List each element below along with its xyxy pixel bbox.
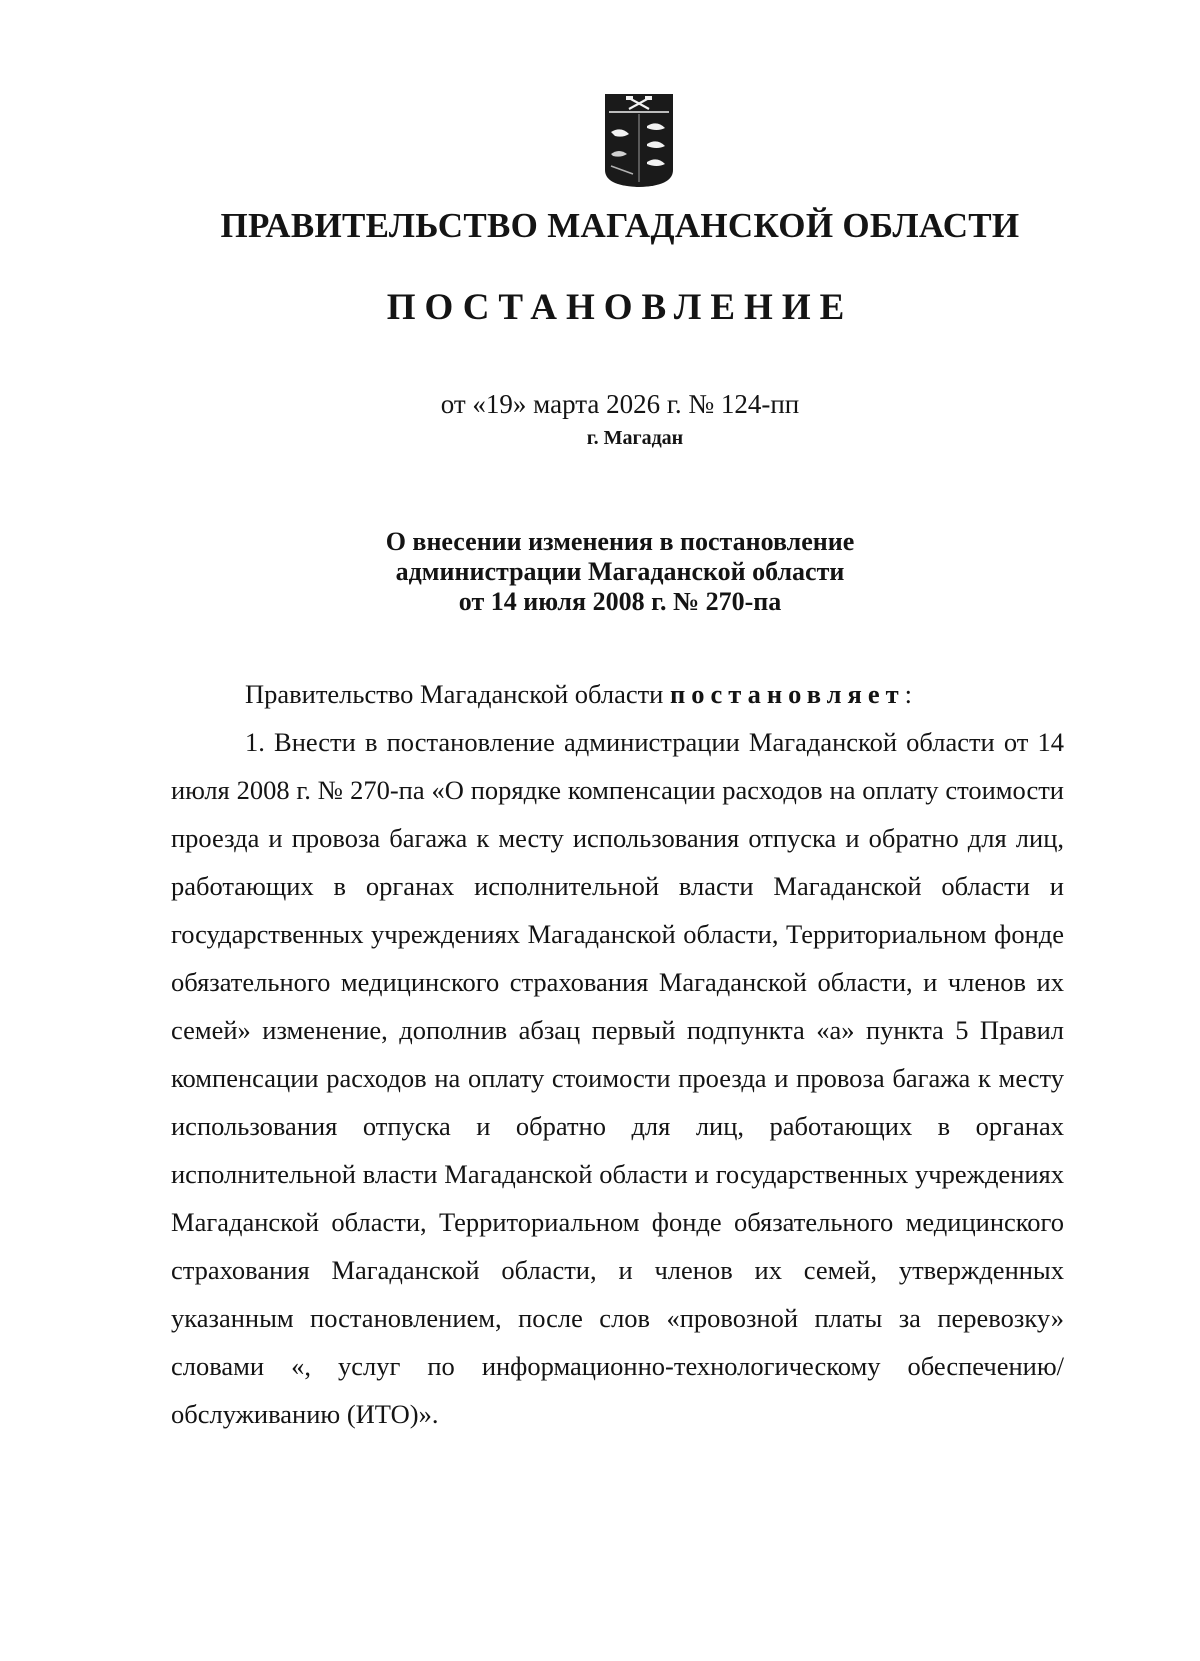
clause-1-paragraph: 1. Внести в постановление администрации Магаданской области от 14 июля 2008 г. № 270-па «О порядке компенсации расходов на оплату стоимости проезда и провоза багажа к месту использования отпуска и обратно для лиц, работающих в органах исполнительной власти Магаданской области и государственных учреждениях Магаданской области, Территориальном фонде обязательного медицинского страхования Магаданской области, и членов их семей» изменение, дополнив абзац первый подпункта «а» пункта 5 Правил компенсации расходов на оплату стоимости проезда и провоза багажа к месту использования отпуска и обратно для лиц, работающих в органах исполнительной власти Магаданской области и государственных учреждениях Магаданской области, Территориальном фонде обязательного медицинского страхования Магаданской области, и членов их семей, утвержденных указанным постановлением, после слов «провозной платы за перевозку» словами «, услуг по информационно-технологическому обеспечению/обслуживанию (ИТО)». [171,727,1064,1429]
subject-line: О внесении изменения в постановление [385,527,855,556]
preamble-paragraph [171,670,1064,718]
preamble-tail: : [904,679,913,709]
document-type: ПОСТАНОВЛЕНИЕ [386,287,854,328]
subject-line: администрации Магаданской области [395,557,845,586]
document-subject [0,527,1200,617]
subject-line: от 14 июля 2008 г. № 270-па [458,587,782,616]
document-city: г. Магадан [586,427,684,449]
preamble-lead: Правительство Магаданской области [245,679,664,709]
document-date-number: от «19» марта 2026 г. № 124-пп [440,389,800,419]
document-body [171,670,1064,1438]
organization-name: ПРАВИТЕЛЬСТВО МАГАДАНСКОЙ ОБЛАСТИ [220,206,1020,245]
coat-of-arms-icon [603,92,675,188]
preamble-verb: постановляет [669,679,905,709]
